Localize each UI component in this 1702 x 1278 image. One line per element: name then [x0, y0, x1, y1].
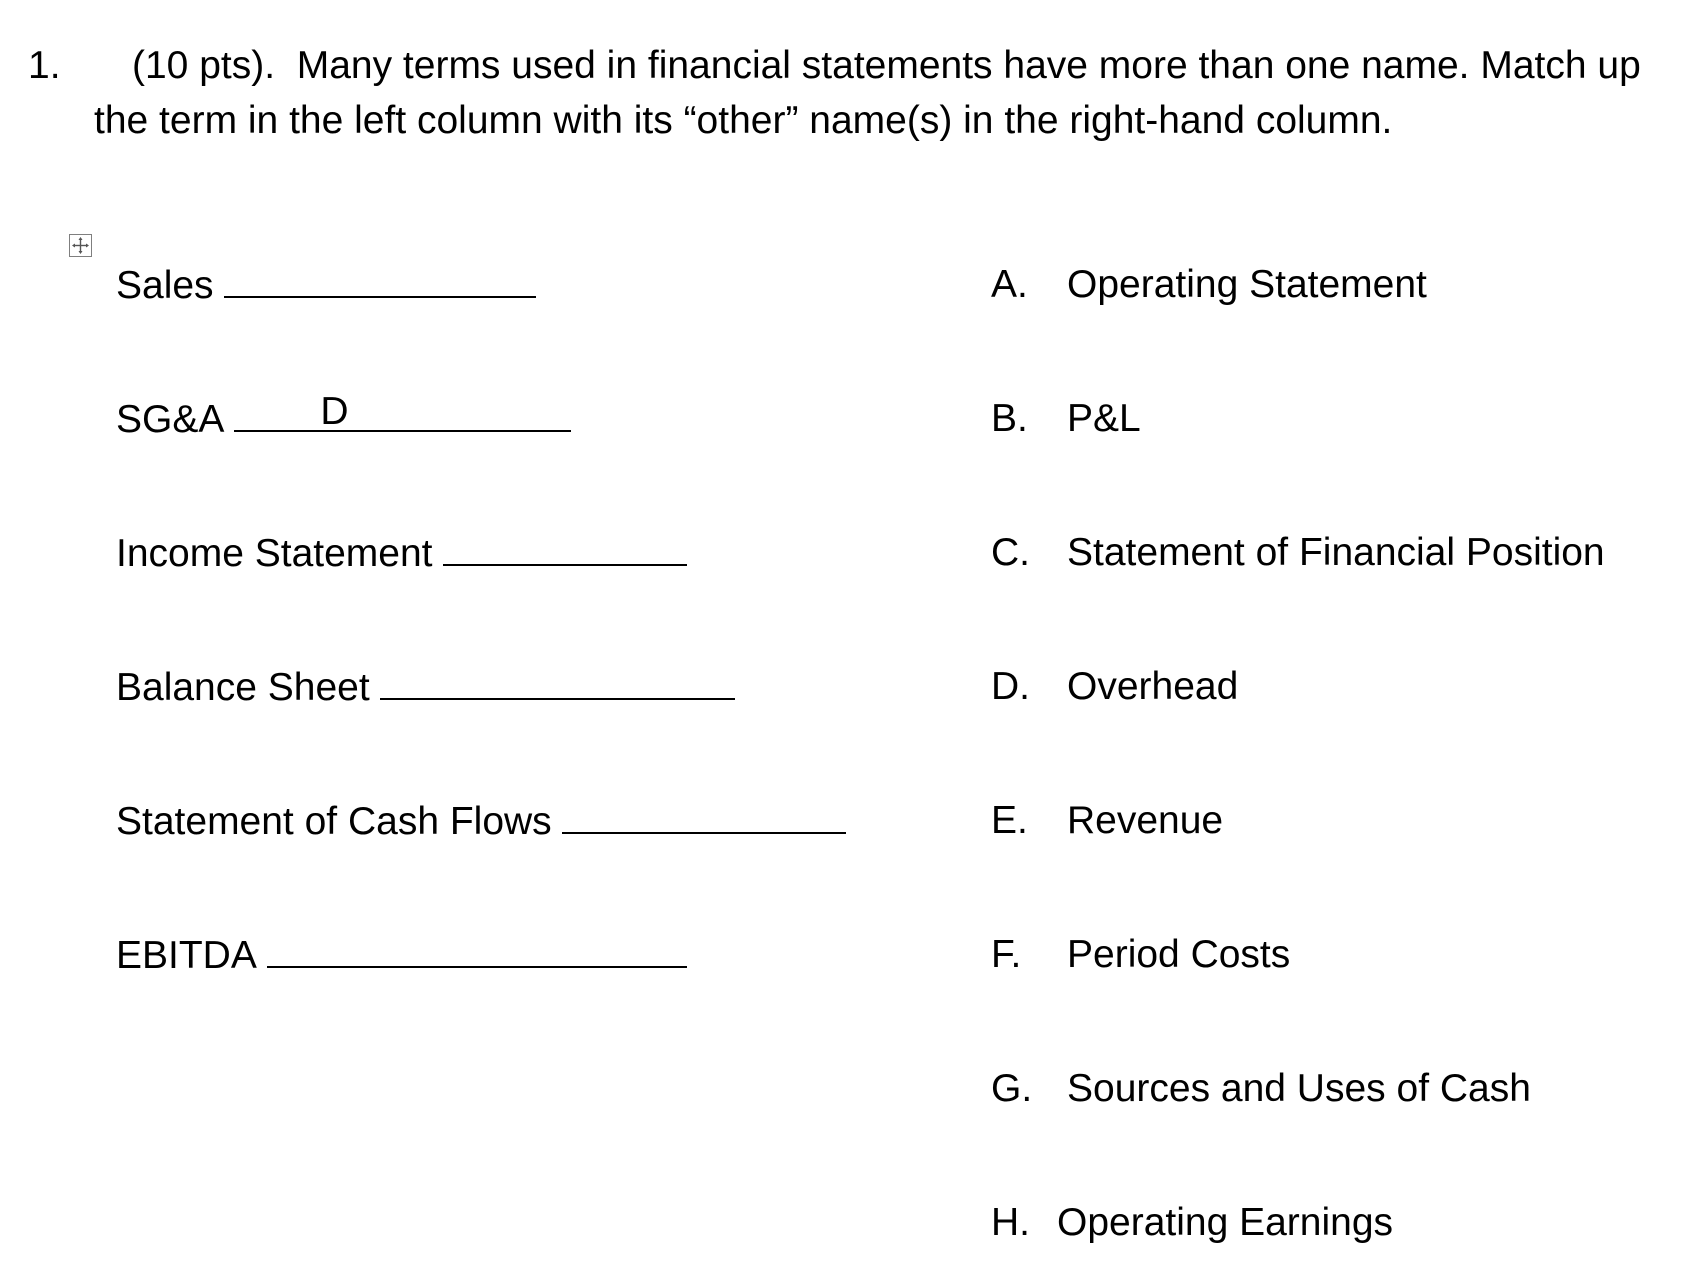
option-e [991, 798, 1223, 844]
option-letter: G. [991, 1067, 1033, 1110]
option-text: Overhead [1067, 665, 1239, 708]
answer-value: D [320, 390, 349, 433]
option-letter: B. [991, 397, 1028, 440]
term-row-sga [116, 390, 571, 443]
term-label: Statement of Cash Flows [116, 800, 552, 843]
answer-blank-ebitda[interactable] [267, 932, 687, 968]
option-a [991, 262, 1427, 308]
answer-blank-sga[interactable] [234, 390, 571, 433]
answer-blank-balance-sheet[interactable] [380, 664, 735, 700]
option-h [991, 1200, 1393, 1246]
question-points: (10 pts). [132, 44, 276, 87]
option-text: Sources and Uses of Cash [1067, 1067, 1531, 1110]
option-letter: C. [991, 531, 1030, 574]
option-text: P&L [1067, 397, 1141, 440]
option-c [991, 530, 1605, 576]
question-number: 1. [28, 44, 61, 87]
option-letter: F. [991, 933, 1022, 976]
term-row-income-statement [116, 530, 687, 577]
option-letter: H. [991, 1201, 1030, 1244]
option-letter: A. [991, 263, 1028, 306]
question [28, 38, 1668, 148]
option-g [991, 1066, 1531, 1112]
term-label: SG&A [116, 398, 225, 441]
term-row-balance-sheet [116, 664, 735, 711]
term-label: Balance Sheet [116, 666, 370, 709]
option-text: Operating Statement [1067, 263, 1427, 306]
term-label: EBITDA [116, 934, 257, 977]
table-move-handle-icon[interactable] [69, 234, 92, 257]
answer-blank-cash-flows[interactable] [562, 798, 846, 834]
option-f [991, 932, 1290, 978]
option-letter: E. [991, 799, 1028, 842]
term-label: Income Statement [116, 532, 433, 575]
option-letter: D. [991, 665, 1030, 708]
answer-blank-sales[interactable] [224, 262, 536, 298]
question-prompt: Many terms used in financial statements have more than one name. Match up the term in the left column with its “other” name(s) in the right-hand column. [94, 44, 1641, 142]
option-b [991, 396, 1141, 442]
term-label: Sales [116, 264, 214, 307]
answer-blank-income-statement[interactable] [443, 530, 687, 566]
option-text: Statement of Financial Position [1067, 531, 1605, 574]
term-row-sales [116, 262, 536, 309]
option-text: Revenue [1067, 799, 1224, 842]
option-d [991, 664, 1238, 710]
question-text [94, 38, 1668, 148]
option-text: Operating Earnings [1057, 1201, 1394, 1244]
term-row-ebitda [116, 932, 687, 979]
option-text: Period Costs [1067, 933, 1291, 976]
term-row-cash-flows [116, 798, 846, 845]
